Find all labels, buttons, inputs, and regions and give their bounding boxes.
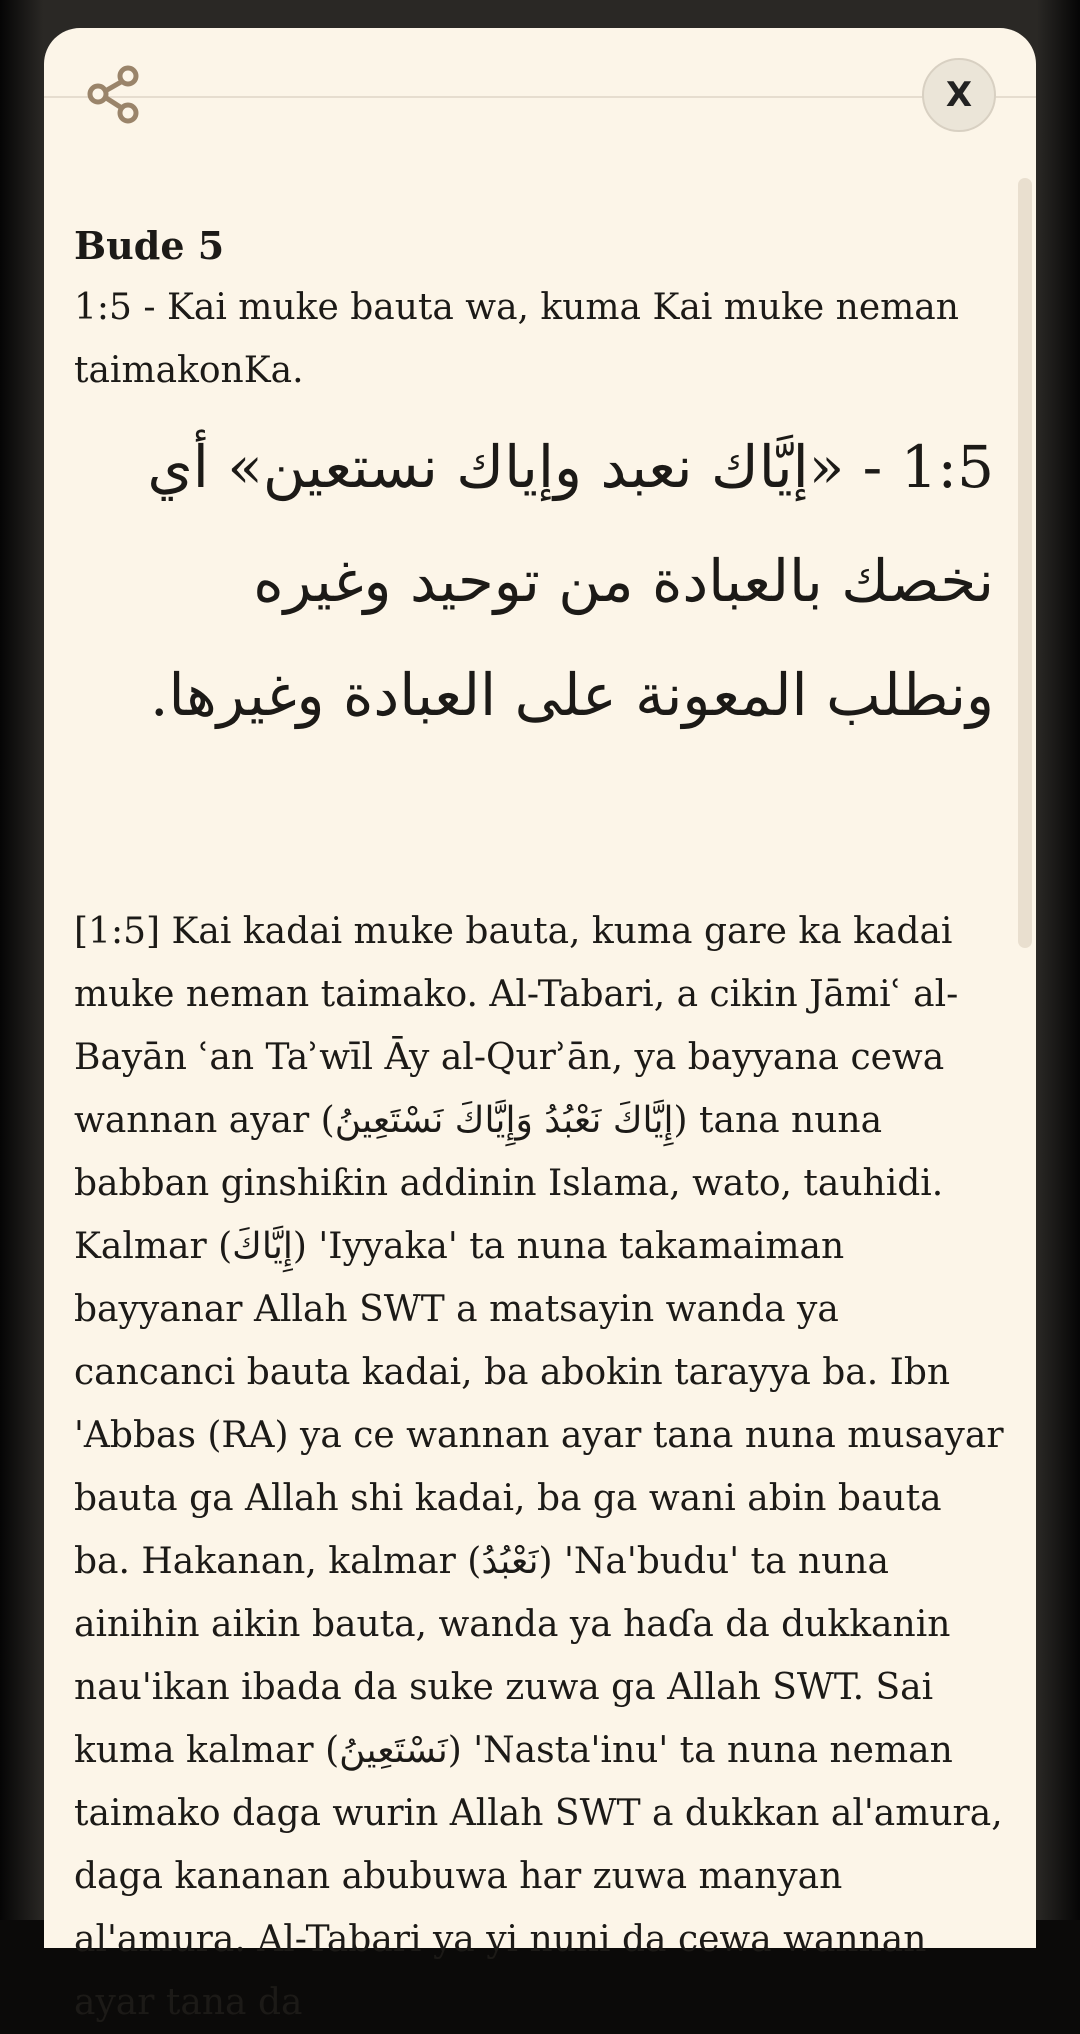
close-icon: X [945,75,973,115]
verse-translation: 1:5 - Kai muke bauta wa, kuma Kai muke neman taimakonKa. [74,287,959,391]
share-icon [80,58,148,126]
verse-title: Bude 5 [74,223,225,268]
tafsir-modal [44,28,1036,2023]
scrollbar[interactable] [1018,178,1032,948]
tafsir-content [74,216,1004,2034]
header-divider [44,96,1036,98]
share-button[interactable] [80,58,148,126]
arabic-tafsir: 1:5 - «إيَّاك نعبد وإياك نستعين» أي نخصك بالعبادة من توحيد وغيره ونطلب المعونة على العبادة وغيرها. [147,433,994,729]
commentary-text: [1:5] Kai kadai muke bauta, kuma gare ka kadai muke neman taimako. Al-Tabari, a cikin Jāmiʿ al-Bayān ʿan Taʾwīl Āy al-Qurʾān, ya bayyana cewa wannan ayar (إِيَّاكَ نَعْبُدُ وَإِيَّاكَ نَسْتَعِينُ) tana nuna babban ginshiƙin addinin Islama, wato, tauhidi. Kalmar (إِيَّاكَ) 'Iyyaka' ta nuna takamaiman bayyanar Allah SWT a matsayin wanda ya cancanci bauta kadai, ba abokin tarayya ba. Ibn 'Abbas (RA) ya ce wannan ayar tana nuna musayar bauta ga Allah shi kadai, ba ga wani abin bauta ba. Hakanan, kalmar (نَعْبُدُ) 'Na'budu' ta nuna ainihin aikin bauta, wanda ya haɗa da dukkanin nau'ikan ibada da suke zuwa ga Allah SWT. Sai kuma kalmar (نَسْتَعِينُ) 'Nasta'inu' ta nuna neman taimako daga wurin Allah SWT a dukkan al'amura, daga kananan abubuwa har zuwa manyan al'amura. Al-Tabari ya yi nuni da cewa wannan ayar tana da [74,911,1004,2023]
close-button[interactable] [922,58,996,132]
